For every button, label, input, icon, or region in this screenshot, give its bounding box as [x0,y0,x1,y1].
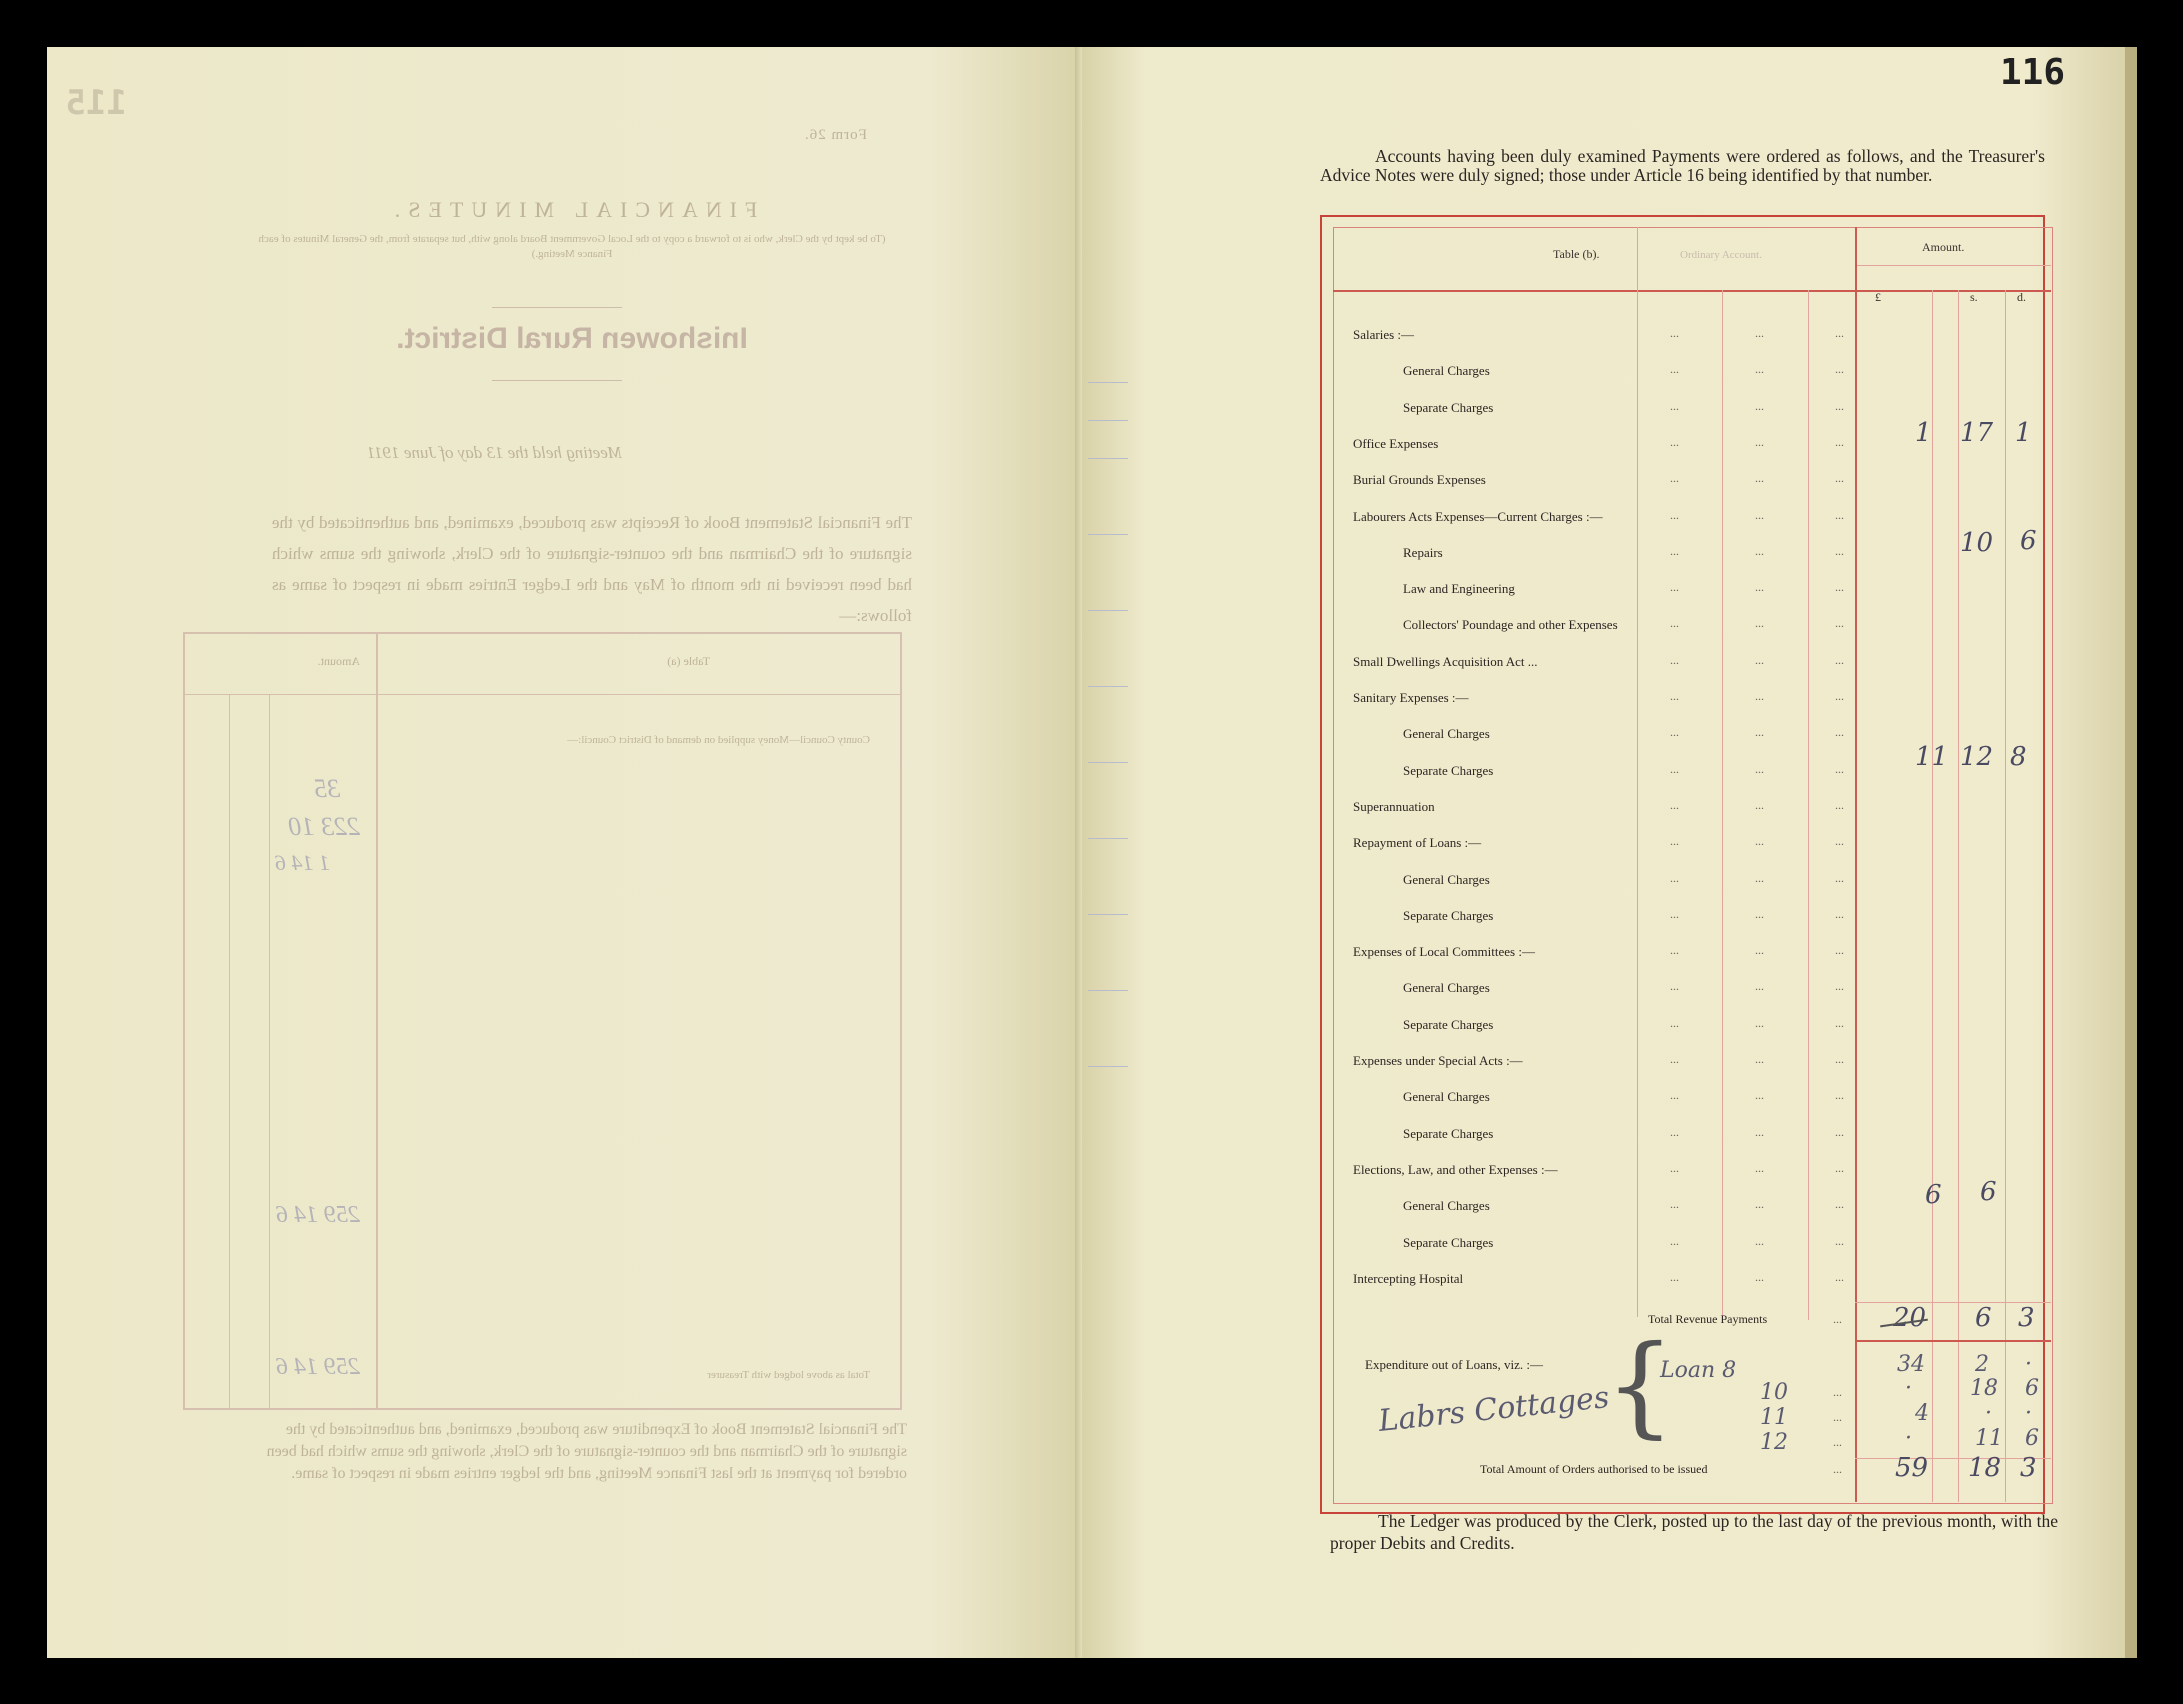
payments-row-label: Separate Charges [1403,1017,1494,1032]
page-edge [2125,47,2137,1658]
payments-row-label: Salaries :— [1353,327,1415,342]
dot-leader: ... [1670,1161,1679,1175]
repairs-pence: 6 [2020,526,2037,556]
dot-leader: ... [1670,1016,1679,1030]
dot-leader: ... [1670,979,1679,993]
column-rule [1637,227,1638,1317]
total-orders-shillings: 18 [1968,1453,2002,1483]
payments-row-label: Separate Charges [1403,1126,1494,1141]
dot-leader: ... [1755,362,1764,376]
dot-leader: ... [1835,1161,1844,1175]
dot-leader: ... [1833,1312,1842,1326]
dot-leader: ... [1670,871,1679,885]
total-orders-pounds: 59 [1895,1453,1929,1483]
dot-leader: ... [1835,1052,1844,1066]
ruled-margin-line [1088,534,1128,535]
dot-leader: ... [1835,326,1844,340]
dot-leader: ... [1835,798,1844,812]
payments-row-label: General Charges [1403,1198,1490,1213]
sanitary-separate-shillings: 12 [1960,742,1994,772]
payments-row-label: General Charges [1403,980,1490,995]
dot-leader: ... [1670,1088,1679,1102]
receipts-value: 35 [314,774,340,803]
ruled-margin-line [1088,420,1128,421]
loan-pounds: 34 [1897,1352,1925,1377]
dot-leader: ... [1755,725,1764,739]
loan-pounds: · [1905,1376,1912,1401]
dot-leader: ... [1835,1197,1844,1211]
dot-leader: ... [1835,907,1844,921]
dot-leader: ... [1755,979,1764,993]
dot-leader: ... [1670,1197,1679,1211]
dot-leader: ... [1835,1125,1844,1139]
dot-leader: ... [1835,979,1844,993]
payments-row-label: Labourers Acts Expenses—Current Charges :— [1353,509,1603,524]
payments-row-label: Intercepting Hospital [1353,1271,1464,1286]
dot-leader: ... [1833,1385,1842,1399]
dot-leader: ... [1755,689,1764,703]
column-rule [1958,290,1959,1502]
payments-row-label: General Charges [1403,872,1490,887]
dot-leader: ... [1670,471,1679,485]
dot-leader: ... [1835,1088,1844,1102]
dot-leader: ... [1835,689,1844,703]
loans-handwritten-label: Labrs Cottages [1376,1379,1611,1440]
dot-leader: ... [1670,1052,1679,1066]
dot-leader: ... [1670,544,1679,558]
receipts-table [183,632,902,1410]
dot-leader: ... [1670,1125,1679,1139]
dot-leader: ... [1670,399,1679,413]
ruled-margin-line [1088,382,1128,383]
total-rule [1855,1340,2051,1342]
receipts-amount-header: Amount. [317,654,360,668]
elections-general-pounds: 6 [1925,1180,1942,1210]
payments-row-label: Repairs [1403,545,1443,560]
dot-leader: ... [1670,616,1679,630]
dot-leader: ... [1755,1270,1764,1284]
total-revenue-pence: 3 [2018,1303,2035,1333]
ruled-margin-line [1088,610,1128,611]
dot-leader: ... [1833,1435,1842,1449]
dot-leader: ... [1755,326,1764,340]
ruled-margin-line [1088,458,1128,459]
dot-leader: ... [1670,508,1679,522]
dot-leader: ... [1755,834,1764,848]
dot-leader: ... [1835,653,1844,667]
payments-row-label: Repayment of Loans :— [1353,835,1482,850]
payments-row-label: Separate Charges [1403,763,1494,778]
dot-leader: ... [1755,616,1764,630]
dot-leader: ... [1755,544,1764,558]
loan-pence: 6 [2025,1376,2039,1401]
dot-leader: ... [1755,435,1764,449]
payments-row-label: General Charges [1403,726,1490,741]
ruled-margin-line [1088,762,1128,763]
loan-shillings: 11 [1975,1426,2003,1451]
dot-leader: ... [1755,653,1764,667]
loans-label: Expenditure out of Loans, viz. :— [1365,1357,1543,1372]
meeting-date: Meeting held the 13 day of June 1911 [366,443,622,462]
dot-leader: ... [1670,580,1679,594]
dot-leader: ... [1670,362,1679,376]
dot-leader: ... [1835,1234,1844,1248]
brace-icon: { [1605,1321,1675,1449]
dot-leader: ... [1670,834,1679,848]
total-revenue-pounds: 20 [1893,1303,1927,1333]
dot-leader: ... [1835,544,1844,558]
ordinary-account-header: Ordinary Account. [1680,249,1762,261]
dot-leader: ... [1755,943,1764,957]
form-number: Form 26. [803,127,867,143]
loan-shillings: 18 [1970,1376,1998,1401]
column-rule [2005,290,2006,1502]
dot-leader: ... [1755,1197,1764,1211]
ruled-margin-line [1088,990,1128,991]
dot-leader: ... [1670,689,1679,703]
receipts-value: 1 14 6 [275,850,330,875]
payments-row-label: Law and Engineering [1403,581,1515,596]
district-name: Inishowen Rural District. [396,322,748,355]
dot-leader: ... [1833,1462,1842,1476]
financial-minutes-subtitle: (To be kept by the Clerk, who is to forward a copy to the Local Government Board along with, but separate from, the General Minutes of each Finance Meeting.) [258,233,886,260]
dot-leader: ... [1755,580,1764,594]
payments-row-label: General Charges [1403,363,1490,378]
loan-pence: · [2025,1401,2032,1426]
column-rule [1808,290,1809,1320]
dot-leader: ... [1670,653,1679,667]
dot-leader: ... [1835,762,1844,776]
dot-leader: ... [1755,1161,1764,1175]
dot-leader: ... [1670,943,1679,957]
payments-row-label: Sanitary Expenses :— [1353,690,1469,705]
loan-shillings: · [1985,1401,1992,1426]
receipts-table-title: Table (a) [667,654,710,668]
dot-leader: ... [1755,508,1764,522]
dot-leader: ... [1835,725,1844,739]
payments-row-label: Separate Charges [1403,1235,1494,1250]
loan-ref: 10 [1760,1380,1788,1405]
right-page-number: 116 [2000,52,2066,93]
shillings-header: s. [1970,290,1978,304]
dot-leader: ... [1755,399,1764,413]
dot-leader: ... [1835,943,1844,957]
pounds-header: £ [1875,290,1881,304]
payments-row-label: Small Dwellings Acquisition Act ... [1353,654,1538,669]
elections-general-shillings: 6 [1980,1177,1997,1207]
dot-leader: ... [1670,798,1679,812]
receipts-value: 223 10 [288,812,360,841]
left-page-number: 115 [65,83,127,123]
dot-leader: ... [1835,580,1844,594]
payments-row-label: Expenses under Special Acts :— [1353,1053,1523,1068]
dot-leader: ... [1670,1234,1679,1248]
loan-ref: Loan 8 [1660,1358,1737,1383]
office-expenses-pence: 1 [2015,418,2032,448]
dot-leader: ... [1755,798,1764,812]
dot-leader: ... [1835,834,1844,848]
amount-header-rule [1855,265,2051,266]
left-page [47,47,1082,1658]
dot-leader: ... [1670,725,1679,739]
dot-leader: ... [1835,362,1844,376]
payments-row-label: Elections, Law, and other Expenses :— [1353,1162,1558,1177]
column-rule [1932,290,1933,1502]
dot-leader: ... [1835,471,1844,485]
table-b-label: Table (b). [1553,247,1600,261]
total-orders-label: Total Amount of Orders authorised to be issued [1480,1462,1708,1476]
dot-leader: ... [1835,435,1844,449]
column-rule [1722,290,1723,1320]
loan-shillings: 2 [1975,1352,1989,1377]
receipts-paragraph: The Financial Statement Book of Receipts was produced, examined, and authenticated by the signature of the Chairman and the counter-signature of the Clerk, showing the sums which had been received in the month of May and the Ledger Entries made in respect of same as follows:— [272,513,912,625]
header-rule [1333,290,2051,292]
ruled-margin-line [1088,838,1128,839]
dot-leader: ... [1755,907,1764,921]
rule [492,307,622,308]
payments-intro: Accounts having been duly examined Payments were ordered as follows, and the Treasurer's Advice Notes were duly signed; those under Article 16 being identified by that number. [1320,146,2045,185]
receipts-value: 259 14 6 [276,1354,360,1380]
dot-leader: ... [1755,1234,1764,1248]
dot-leader: ... [1755,1125,1764,1139]
dot-leader: ... [1755,871,1764,885]
rule [492,380,622,381]
dot-leader: ... [1670,435,1679,449]
ruled-margin-line [1088,1066,1128,1067]
expenditure-paragraph: The Financial Statement Book of Expenditure was produced, examined, and authenticated by the signature of the Chairman and the counter-signature of the Clerk, showing the sums which had been ordered for payment at the last Finance Meeting, and the ledger entries made in respect of same. [266,1421,907,1482]
dot-leader: ... [1833,1410,1842,1424]
ledger-paragraph: The Ledger was produced by the Clerk, posted up to the last day of the previous month, with the proper Debits and Credits. [1330,1511,2058,1553]
repairs-shillings: 10 [1960,528,1994,558]
loan-pounds: · [1905,1426,1912,1451]
amount-header: Amount. [1922,240,1965,254]
dot-leader: ... [1835,1270,1844,1284]
dot-leader: ... [1755,1088,1764,1102]
loan-ref: 12 [1760,1430,1788,1455]
dot-leader: ... [1670,1270,1679,1284]
dot-leader: ... [1755,471,1764,485]
payments-row-label: Collectors' Poundage and other Expenses [1403,617,1618,632]
payments-row-label: Burial Grounds Expenses [1353,472,1486,487]
payments-row-label: Superannuation [1353,799,1435,814]
payments-row-label: Office Expenses [1353,436,1439,451]
receipts-row: Total as above lodged with Treasurer [707,1369,870,1381]
column-rule [1855,227,1857,1502]
dot-leader: ... [1835,399,1844,413]
payments-row-label: General Charges [1403,1089,1490,1104]
sanitary-separate-pence: 8 [2010,742,2027,772]
loan-pence: · [2025,1352,2032,1377]
receipts-row: County Council—Money supplied on demand of District Council:— [567,734,870,746]
dot-leader: ... [1835,1016,1844,1030]
total-orders-pence: 3 [2020,1453,2037,1483]
dot-leader: ... [1835,508,1844,522]
dot-leader: ... [1670,907,1679,921]
office-expenses-pounds: 1 [1915,418,1932,448]
dot-leader: ... [1670,326,1679,340]
total-revenue-shillings: 6 [1975,1303,1992,1333]
pence-header: d. [2017,290,2026,304]
loan-pounds: 4 [1915,1401,1929,1426]
dot-leader: ... [1670,762,1679,776]
ruled-margin-line [1088,686,1128,687]
loan-ref: 11 [1760,1405,1788,1430]
dot-leader: ... [1755,1016,1764,1030]
receipts-value: 259 14 6 [276,1202,360,1228]
left-page-mirrored-text [47,47,1082,1658]
total-revenue-label: Total Revenue Payments [1648,1312,1768,1326]
payments-row-label: Separate Charges [1403,908,1494,923]
dot-leader: ... [1755,1052,1764,1066]
dot-leader: ... [1835,616,1844,630]
sanitary-separate-pounds: 11 [1915,742,1949,772]
payments-row-label: Expenses of Local Committees :— [1353,944,1535,959]
ruled-margin-line [1088,914,1128,915]
office-expenses-shillings: 17 [1960,418,1994,448]
payments-row-label: Separate Charges [1403,400,1494,415]
loan-pence: 6 [2025,1426,2039,1451]
dot-leader: ... [1755,762,1764,776]
dot-leader: ... [1835,871,1844,885]
financial-minutes-title: FINANCIAL MINUTES. [386,197,758,222]
